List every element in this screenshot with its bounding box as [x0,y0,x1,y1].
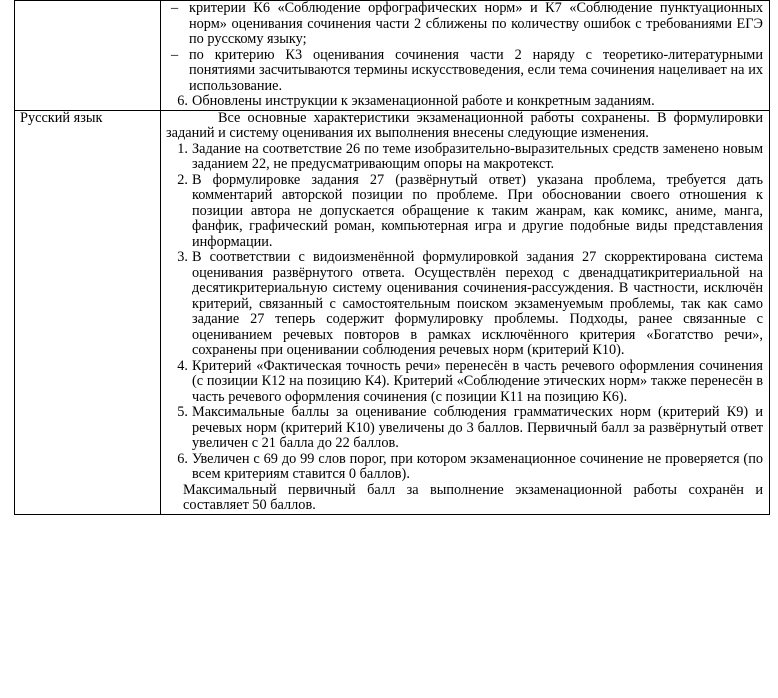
bullet-item [166,1,763,48]
numbered-item [166,405,763,452]
subject-cell: Русский язык [15,110,161,514]
numbered-item [166,250,763,359]
item-text: Максимальные баллы за оценивание соблюдения грамматических норм (критерий К9) и речевых норм (критерий К10) увеличены до 3 баллов. Первичный балл за развёрнутый ответ увеличен с 21 балла до 22 баллов. [192,404,763,451]
numbered-item [166,359,763,406]
bullet-text: по критерию К3 оценивания сочинения части 2 наряду с теоретико-литературными понятиями засчитываются термины искусствоведения, если тема сочинения нацеливает на их использование. [189,46,763,94]
item-number: 6. [177,93,188,109]
item-text: Обновлены инструкции к экзаменационной работе и конкретным заданиям. [192,93,655,109]
item-number: 5. [177,404,188,420]
item-text: В соответствии с видоизменённой формулировкой задания 27 скорректирована система оценивания развёрнутого ответа. Осуществлён переход с двенадцатикритериальной на десятикритериальную систему оценивания сочинения-рассуждения. В частности, исключён критерий, связанный с самостоятельным поиском экзаменуемым проблемы, так как само задание 27 теперь содержит формулировку проблемы. Подходы, ранее связанные с оцениванием речевых повторов в рамках исключённого критерия «Богатство речи», сохранены при оценивании соблюдения речевых норм (критерий К10). [192,249,763,358]
item-text: Задание на соответствие 26 по теме изобразительно-выразительных средств заменено новым заданием 22, не предусматривающим опоры на макротекст. [192,140,763,172]
bullet-text: критерии К6 «Соблюдение орфографических норм» и К7 «Соблюдение пунктуационных норм» оценивания сочинения части 2 сближены по количеству ошибок с требованиями ЕГЭ по русскому языку; [189,0,763,47]
changes-table [14,0,770,515]
bullet-item [166,48,763,95]
item-text: Увеличен с 69 до 99 слов порог, при котором экзаменационное сочинение не проверяется (по всем критериям ставится 0 баллов). [192,450,763,482]
closing-paragraph: Максимальный первичный балл за выполнение экзаменационной работы сохранён и составляет 50 баллов. [183,481,763,513]
numbered-item [166,452,763,483]
item-number: 3. [177,249,188,265]
numbered-item [166,142,763,173]
numbered-item [166,173,763,251]
item-number: 6. [177,450,188,467]
item-text: В формулировке задания 27 (развёрнутый ответ) указана проблема, требуется дать комментарий авторской позиции по проблеме. При обосновании своего отношения к позиции автора не допускается обращение к таким жанрам, как комикс, аниме, манга, фанфик, графический роман, компьютерная игра и другие подобные виды представления информации. [192,171,763,250]
content-cell [161,1,770,111]
table-row [15,110,770,514]
item-number: 1. [177,140,188,157]
subject-cell [15,1,161,111]
numbered-item [166,94,763,110]
item-number: 4. [177,357,188,374]
item-number: 2. [177,171,188,188]
content-cell [161,110,770,514]
item-text: Критерий «Фактическая точность речи» перенесён в часть речевого оформления сочинения (с позиции К12 на позицию К4). Критерий «Соблюдение этических норм» также перенесён в часть речевого оформления сочинения (с позиции К11 на позицию К6). [192,357,763,405]
intro-paragraph: Все основные характеристики экзаменационной работы сохранены. В формулировки заданий и систему оценивания их выполнения внесены следующие изменения. [166,109,763,141]
table-row [15,1,770,111]
dash-marker: – [171,46,179,63]
dash-marker: – [171,0,179,16]
